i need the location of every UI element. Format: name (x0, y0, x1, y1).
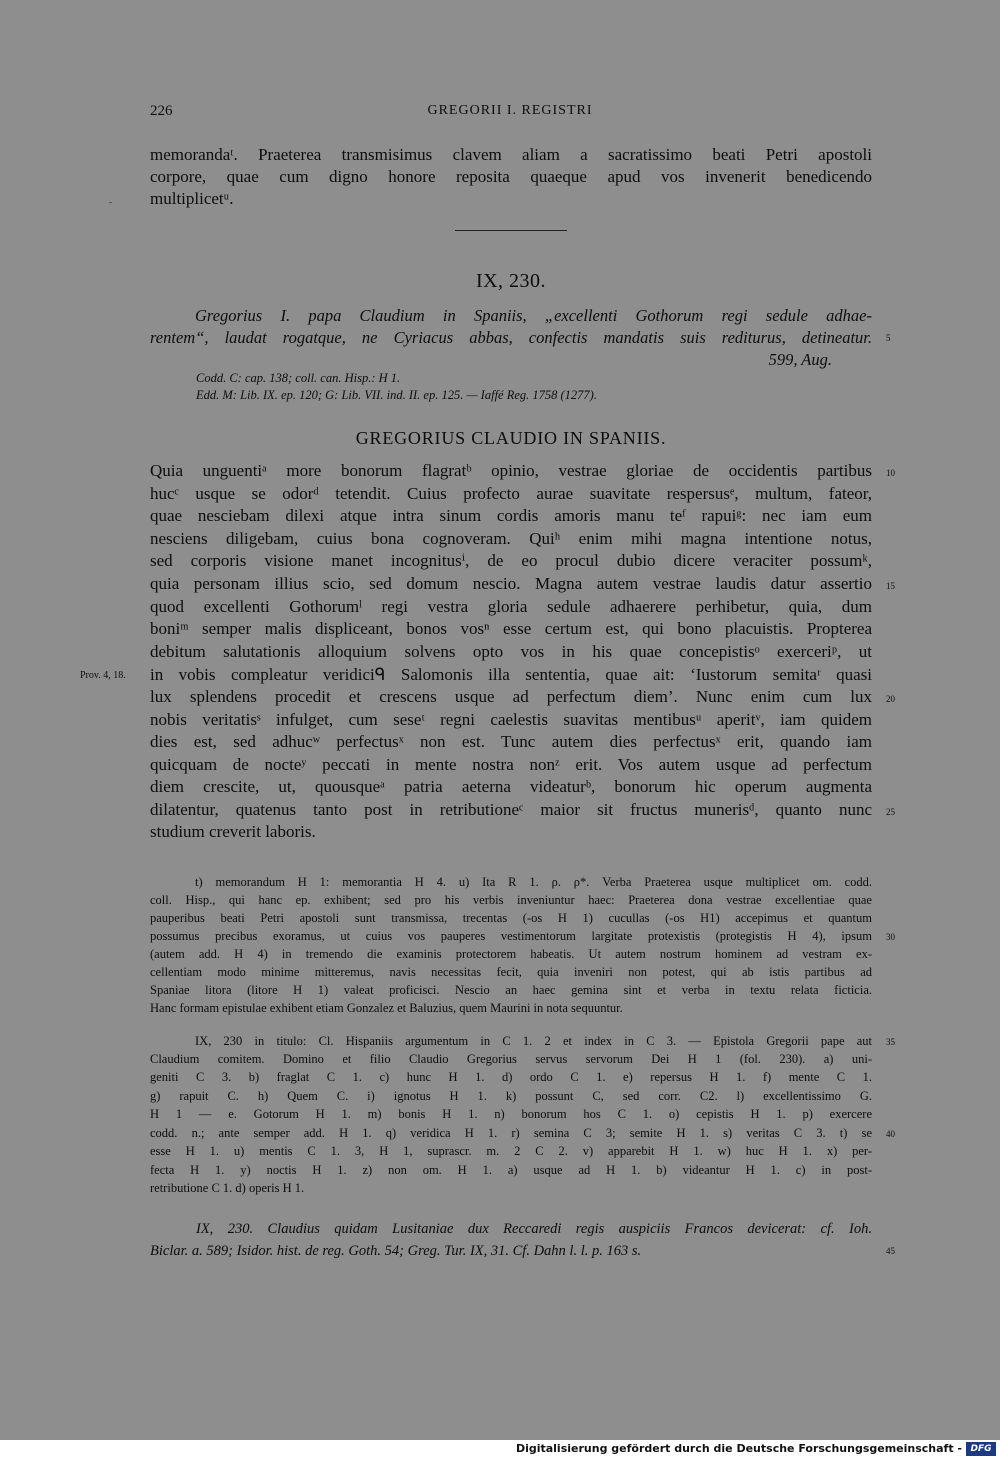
body-line: quicquam de nocteʸ peccati in mente nostra nonᶻ erit. Vos autem usque ad perfectum (150, 755, 872, 774)
margin-line-number: 45 (886, 1246, 895, 1256)
scripture-reference: Prov. 4, 18. (80, 670, 126, 681)
section-separator (455, 230, 567, 231)
body-line: nobis veritatisˢ infulget, cum seseᵗ regni caelestis suavitas mentibusᵘ aperitᵛ, iam quidem (150, 710, 872, 729)
footnote-line: Hanc formam epistulae exhibent etiam Gonzalez et Baluzius, quem Maurini in nota sequuntur. (150, 1001, 623, 1015)
footnote-line: Spaniae litora (litore H 1) valeat proficisci. Nescio an haec gemina sint et verba in textu relata ficticia. (150, 983, 872, 997)
footnote-line: fecta H 1. y) noctis H 1. z) non om. H 1. a) usque ad H 1. b) videantur H 1. c) in post- (150, 1163, 872, 1177)
running-title: GREGORII I. REGISTRI (427, 103, 593, 118)
body-line: diem crescite, ut, quousqueᵃ patria aeterna videaturᵇ, bonorum hic operum augmenta (150, 777, 872, 796)
body-line: studium creverit laboris. (150, 822, 316, 841)
body-line: debitum salutationis alloquium solvens opto vos in his quae concepistisᵒ exerceriᵖ, ut (150, 642, 872, 661)
intro-line: memorandaᵗ. Praeterea transmisimus clavem aliam a sacratissimo beati Petri apostoli (150, 145, 872, 164)
margin-mark (109, 202, 112, 203)
footnote-line: Claudium comitem. Domino et filio Claudio Gregorius servus servorum Dei H 1 (fol. 230). a) uni- (150, 1052, 872, 1066)
margin-line-number: 20 (886, 694, 895, 704)
page-number: 226 (150, 103, 173, 119)
body-line: sed corporis visione manet incognitusⁱ, de eo procul dubio dicere veraciter possumᵏ, (150, 551, 872, 570)
argument-line: Gregorius I. papa Claudium in Spaniis, „excellenti Gothorum regi sedule adhae- (195, 306, 872, 325)
body-line: quae nesciebam dilexi atque intra sinum cordis amoris manu teᶠ rapuiᵍ: nec iam eum (150, 506, 872, 525)
body-line: in vobis compleatur veridiciᑫ Salomonis illa sententia, quae ait: ‘Iustorum semitaʳ quasi (150, 665, 872, 684)
body-line: dies est, sed adhucʷ perfectusˣ non est. Tunc autem dies perfectusˣ erit, quando iam (150, 732, 872, 751)
margin-line-number: 35 (886, 1037, 895, 1047)
intro-line: corpore, quae cum digno honore reposita quaeque apud vos invenerit benedicendo (150, 167, 872, 186)
body-line: lux splendens procedit et crescens usque ad perfectum diem’. Nunc enim cum lux (150, 687, 872, 706)
argument-line: rentem“, laudat rogatque, ne Cyriacus abbas, confectis mandatis suis rediturus, detineatur. (150, 328, 872, 347)
footer-bar (0, 1440, 1000, 1459)
footnote-line: geniti C 3. b) fraglat C 1. c) hunc H 1. d) ordo C 1. e) repersus H 1. f) mente C 1. (150, 1070, 872, 1084)
margin-line-number: 30 (886, 932, 895, 942)
body-line: boniᵐ semper malis displiceant, bonos vosⁿ esse certum est, qui bono placuistis. Propterea (150, 619, 872, 638)
footnote-line: (autem add. H 4) in tremendo die examinis protectorem habeatis. Ut autem nostrum hominem ad vestram ex- (150, 947, 872, 961)
footnote-line: coll. Hisp., qui hanc ep. exhibent; sed pro his verbis inveniuntur haec: Praeterea dona vestrae excellentiae quae (150, 893, 872, 907)
margin-line-number: 10 (886, 468, 895, 478)
margin-line-number: 40 (886, 1129, 895, 1139)
footnote-line: codd. n.; ante semper add. H 1. q) veridica H 1. r) semina C 3; semite H 1. s) veritas C 3. t) se (150, 1126, 872, 1140)
body-line: quia personam illius scio, sed domum nescio. Magna autem vestrae laudis datur assertio (150, 574, 872, 593)
footnote-line: pauperibus beati Petri apostoli sunt transmissa, trecentas (-os H 1) cucullas (-os H1) accepimus et quantum (150, 911, 872, 925)
body-line: dilatentur, quatenus tanto post in retributioneᶜ maior sit fructus munerisᵈ, quanto nunc (150, 800, 872, 819)
letter-address: GREGORIUS CLAUDIO IN SPANIIS. (355, 428, 667, 448)
footnote-line: cellentiam modo minime mitteremus, navis necessitas fecit, quia inveniri non potest, qui ab istis partibus ad (150, 965, 872, 979)
intro-line: multiplicetᵘ. (150, 189, 234, 208)
body-line: hucᶜ usque se odorᵈ tetendit. Cuius profecto aurae suavitate respersusᵉ, multum, fateor, (150, 484, 872, 503)
footnote-line: IX, 230 in titulo: Cl. Hispaniis argumentum in C 1. 2 et index in C 3. — Epistola Gregorii pape aut (195, 1034, 872, 1048)
footnote-line: possumus precibus exoramus, ut cuius vos pauperes vestimentorum largitate protexistis (protegistis H 4), ipsum (150, 929, 872, 943)
footnote-line: retributione C 1. d) operis H 1. (150, 1181, 305, 1195)
letter-number: IX, 230. (475, 270, 547, 292)
margin-line-number: 15 (886, 581, 895, 591)
codices-line: Codd. C: cap. 138; coll. can. Hisp.: H 1. (196, 371, 401, 385)
footnote-line: g) rapuit C. h) Quem C. i) ignotus H 1. k) possunt C, sed corr. C2. l) excellentissimo G. (150, 1089, 872, 1103)
body-line: quod excellenti Gothorumˡ regi vestra gloria sedule adhaerere perhibetur, quia, dum (150, 597, 872, 616)
commentary-line: IX, 230. Claudius quidam Lusitaniae dux Reccaredi regis auspiciis Francos devicerat: cf. Ioh. (196, 1221, 872, 1237)
dfg-logo: DFG (966, 1442, 996, 1456)
margin-line-number: 25 (886, 807, 895, 817)
editions-line: Edd. M: Lib. IX. ep. 120; G: Lib. VII. ind. II. ep. 125. — Iaffé Reg. 1758 (1277). (196, 388, 597, 402)
funding-credit: Digitalisierung gefördert durch die Deutsche Forschungsgemeinschaft - (515, 1442, 962, 1455)
footnote-line: t) memorandum H 1: memorantia H 4. u) Ita R 1. ρ. ρ*. Verba Praeterea usque multiplicet om. codd. (195, 875, 872, 889)
footnote-line: esse H 1. u) mentis C 1. 3, H 1, suprascr. m. 2 C 2. v) apparebit H 1. w) huc H 1. x) per- (150, 1144, 872, 1158)
running-header (150, 103, 870, 125)
footnote-line: H 1 — e. Gotorum H 1. m) bonis H 1. n) bonorum hos C 1. o) cepistis H 1. p) exercere (150, 1107, 872, 1121)
letter-date: 599, Aug. (768, 350, 832, 369)
body-line: Quia unguentiᵃ more bonorum flagratᵇ opinio, vestrae gloriae de occidentis partibus (150, 461, 872, 480)
commentary-line: Biclar. a. 589; Isidor. hist. de reg. Goth. 54; Greg. Tur. IX, 31. Cf. Dahn l. l. p. 163 s. (150, 1243, 642, 1259)
margin-line-number: 5 (886, 333, 891, 343)
body-line: nesciens diligebam, cuius bona cognoveram. Quiʰ enim mihi magna intentione notus, (150, 529, 872, 548)
